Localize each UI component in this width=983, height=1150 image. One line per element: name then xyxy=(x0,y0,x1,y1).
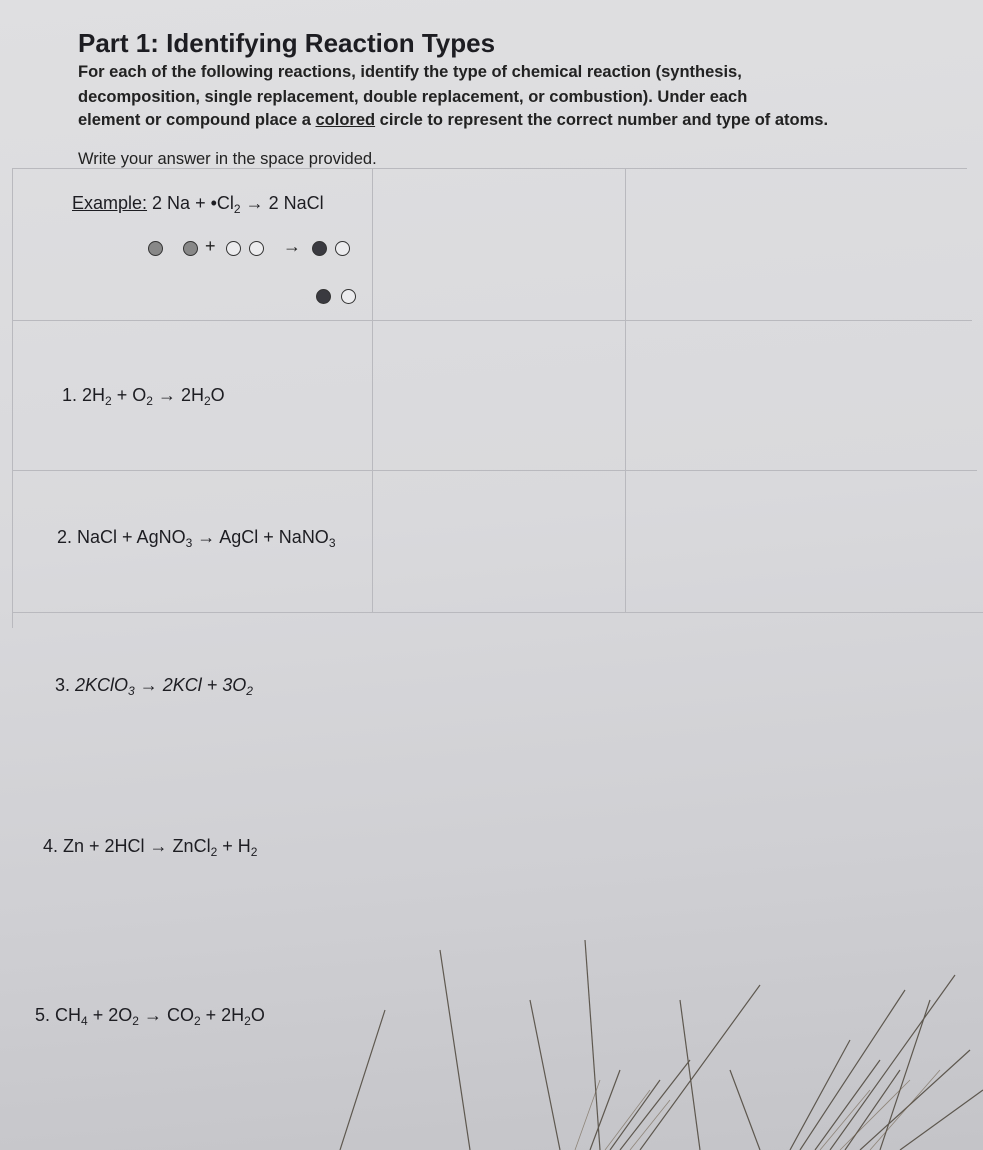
page-title: Part 1: Identifying Reaction Types xyxy=(78,28,496,58)
eq-part: → 2H xyxy=(152,385,204,405)
subscript: 2 xyxy=(193,1014,201,1028)
eq-part: 2H xyxy=(82,385,106,405)
reaction-number: 3. xyxy=(55,675,71,695)
instructions-text: element or compound place a xyxy=(78,111,316,129)
reaction-number: 5. xyxy=(35,1005,51,1025)
instructions-line-2: decomposition, single replacement, double replacement, or combustion). Under each xyxy=(78,88,748,106)
reaction-number: 4. xyxy=(43,836,59,856)
eq-part: Zn + 2HCl → ZnCl xyxy=(63,836,211,856)
eq-part: CH xyxy=(55,1005,82,1025)
subscript: 4 xyxy=(81,1014,88,1028)
eq-part: + H xyxy=(217,836,251,856)
subscript: 2 xyxy=(132,1014,139,1028)
subscript: 2 xyxy=(210,845,218,859)
reaction-number: 1. xyxy=(62,385,78,405)
subscript: 2 xyxy=(250,845,258,859)
eq-part: NaCl + AgNO xyxy=(77,527,186,547)
example-cl2: •Cl xyxy=(210,193,234,213)
eq-part: → 2KCl + 3O xyxy=(134,675,247,695)
example-label: Example: xyxy=(72,193,148,213)
example-right: → 2 NaCl xyxy=(240,193,324,213)
instructions-line-4: Write your answer in the space provided. xyxy=(78,150,377,168)
subscript: 2 xyxy=(244,1014,251,1028)
subscript: 2 xyxy=(105,394,112,408)
subscript: 3 xyxy=(328,536,336,550)
subscript: 2 xyxy=(246,684,253,698)
instructions-text: circle to represent the correct number and type of atoms. xyxy=(375,111,829,129)
subscript: 2 xyxy=(203,394,211,408)
eq-part: O xyxy=(210,385,225,405)
subscript: 2 xyxy=(146,394,153,408)
eq-part: → AgCl + NaNO xyxy=(192,527,329,547)
subscript: 3 xyxy=(185,536,193,550)
subscript: 3 xyxy=(128,684,135,698)
eq-part: + 2O xyxy=(87,1005,133,1025)
arrow-sign: → xyxy=(283,236,301,256)
plus-sign: + xyxy=(205,236,216,256)
example-left: 2 Na + xyxy=(147,193,211,213)
eq-part: → CO xyxy=(138,1005,194,1025)
colored-word: colored xyxy=(315,111,376,129)
eq-part: O xyxy=(250,1005,265,1025)
example-equation: Example: 2 $Na + •Cl_2 \to 2$ NaCl xyxy=(72,193,324,216)
eq-part: + 2H xyxy=(200,1005,245,1025)
reaction-number: 2. xyxy=(57,527,73,547)
instructions-line-1: For each of the following reactions, identify the type of chemical reaction (synthesis, xyxy=(78,63,742,81)
eq-part: + O xyxy=(111,385,147,405)
eq-part: 2KClO xyxy=(75,675,129,695)
